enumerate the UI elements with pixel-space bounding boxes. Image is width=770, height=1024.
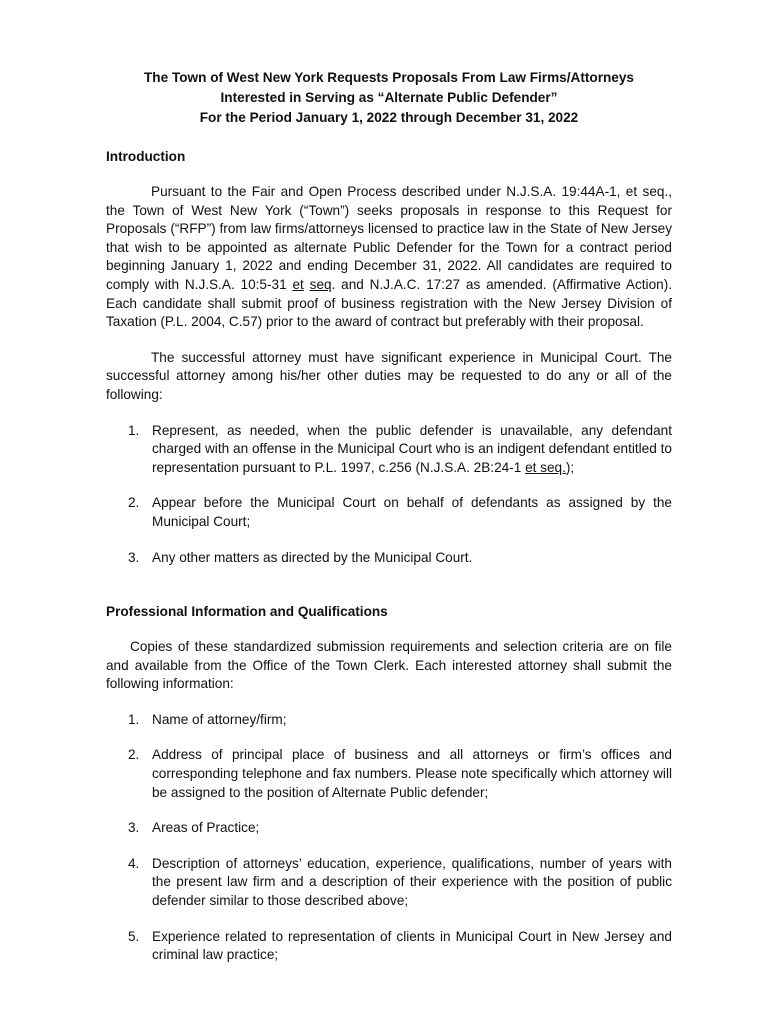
list-item-number: 3. [128, 820, 140, 836]
list-item-text-a: Represent, as needed, when the public defender is unavailable, any defendant charged with an offense in the Municipal Court who is an indigent defendant entitled to representation pursuant to P.L. 1997, c.256 (N.J.S.A. 2B:24-1 [152, 422, 672, 475]
title-line-3: For the Period January 1, 2022 through December 31, 2022 [199, 110, 579, 125]
document-title [106, 68, 672, 128]
list-item-number: 2. [128, 495, 140, 511]
list-item [106, 746, 672, 802]
introduction-heading: Introduction [106, 149, 186, 164]
list-item-text: Areas of Practice; [152, 820, 260, 836]
list-item-number: 1. [128, 422, 140, 438]
submission-list [106, 711, 672, 965]
list-item-number: 4. [128, 855, 140, 871]
list-item-text: Name of attorney/firm; [152, 711, 287, 727]
list-item [106, 711, 672, 730]
professional-paragraph-1: Copies of these standardized submission requirements and selection criteria are on file and available from the Office of the Town Clerk. Each interested attorney shall submit the following information: [106, 639, 672, 692]
list-item-number: 1. [128, 711, 140, 727]
list-item-text: Experience related to representation of clients in Municipal Court in New Jersey and criminal law practice; [152, 928, 672, 963]
list-item-underlined: et seq. [525, 459, 566, 475]
list-item [106, 494, 672, 531]
list-item-text: Description of attorneys’ education, experience, qualifications, number of years with the present law firm and a description of their experience with the position of public defender similar to those described above; [152, 855, 672, 909]
intro-p1-et: et [292, 276, 304, 292]
intro-p1-text-b: . and N.J.A.C. 17:27 as amended. (Affirmative Action). Each candidate shall submit proof of business registration with the New Jersey Division of Taxation (P.L. 2004, C.57) prior to the award of contract but preferably with their proposal. [106, 276, 672, 330]
intro-p1-seq: seq [309, 276, 332, 292]
list-item [106, 928, 672, 965]
list-item [106, 549, 672, 568]
introduction-paragraph-2: The successful attorney must have significant experience in Municipal Court. The successful attorney among his/her other duties may be requested to do any or all of the following: [106, 349, 672, 402]
list-item-number: 2. [128, 747, 140, 763]
list-item [106, 855, 672, 911]
title-line-1: The Town of West New York Requests Proposals From Law Firms/Attorneys [144, 70, 634, 85]
duties-list [106, 422, 672, 568]
list-item [106, 819, 672, 838]
list-item-text-b: ); [565, 459, 575, 475]
list-item-text: Any other matters as directed by the Municipal Court. [152, 549, 473, 565]
title-line-2: Interested in Serving as “Alternate Public Defender” [220, 90, 558, 105]
list-item [106, 422, 672, 478]
intro-p1-text-a: Pursuant to the Fair and Open Process described under N.J.S.A. 19:44A-1, et seq., the Town of West New York (“Town”) seeks proposals in response to this Request for Proposals (“RFP”) from law firms/attorneys licensed to practice law in the State of New Jersey that wish to be appointed as alternate Public Defender for the Town for a contract period beginning January 1, 2022 and ending December 31, 2022. All candidates are required to comply with N.J.S.A. 10:5-31 [106, 184, 672, 292]
introduction-paragraph-1 [106, 183, 672, 332]
list-item-text: Appear before the Municipal Court on behalf of defendants as assigned by the Municipal Court; [152, 495, 672, 529]
list-item-number: 5. [128, 928, 140, 944]
professional-heading: Professional Information and Qualifications [106, 604, 388, 620]
list-item-number: 3. [128, 549, 140, 565]
list-item-text: Address of principal place of business and all attorneys or firm’s offices and corresponding telephone and fax numbers. Please note specifically which attorney will be assigned to the position of Alternate Public defender; [152, 747, 672, 800]
